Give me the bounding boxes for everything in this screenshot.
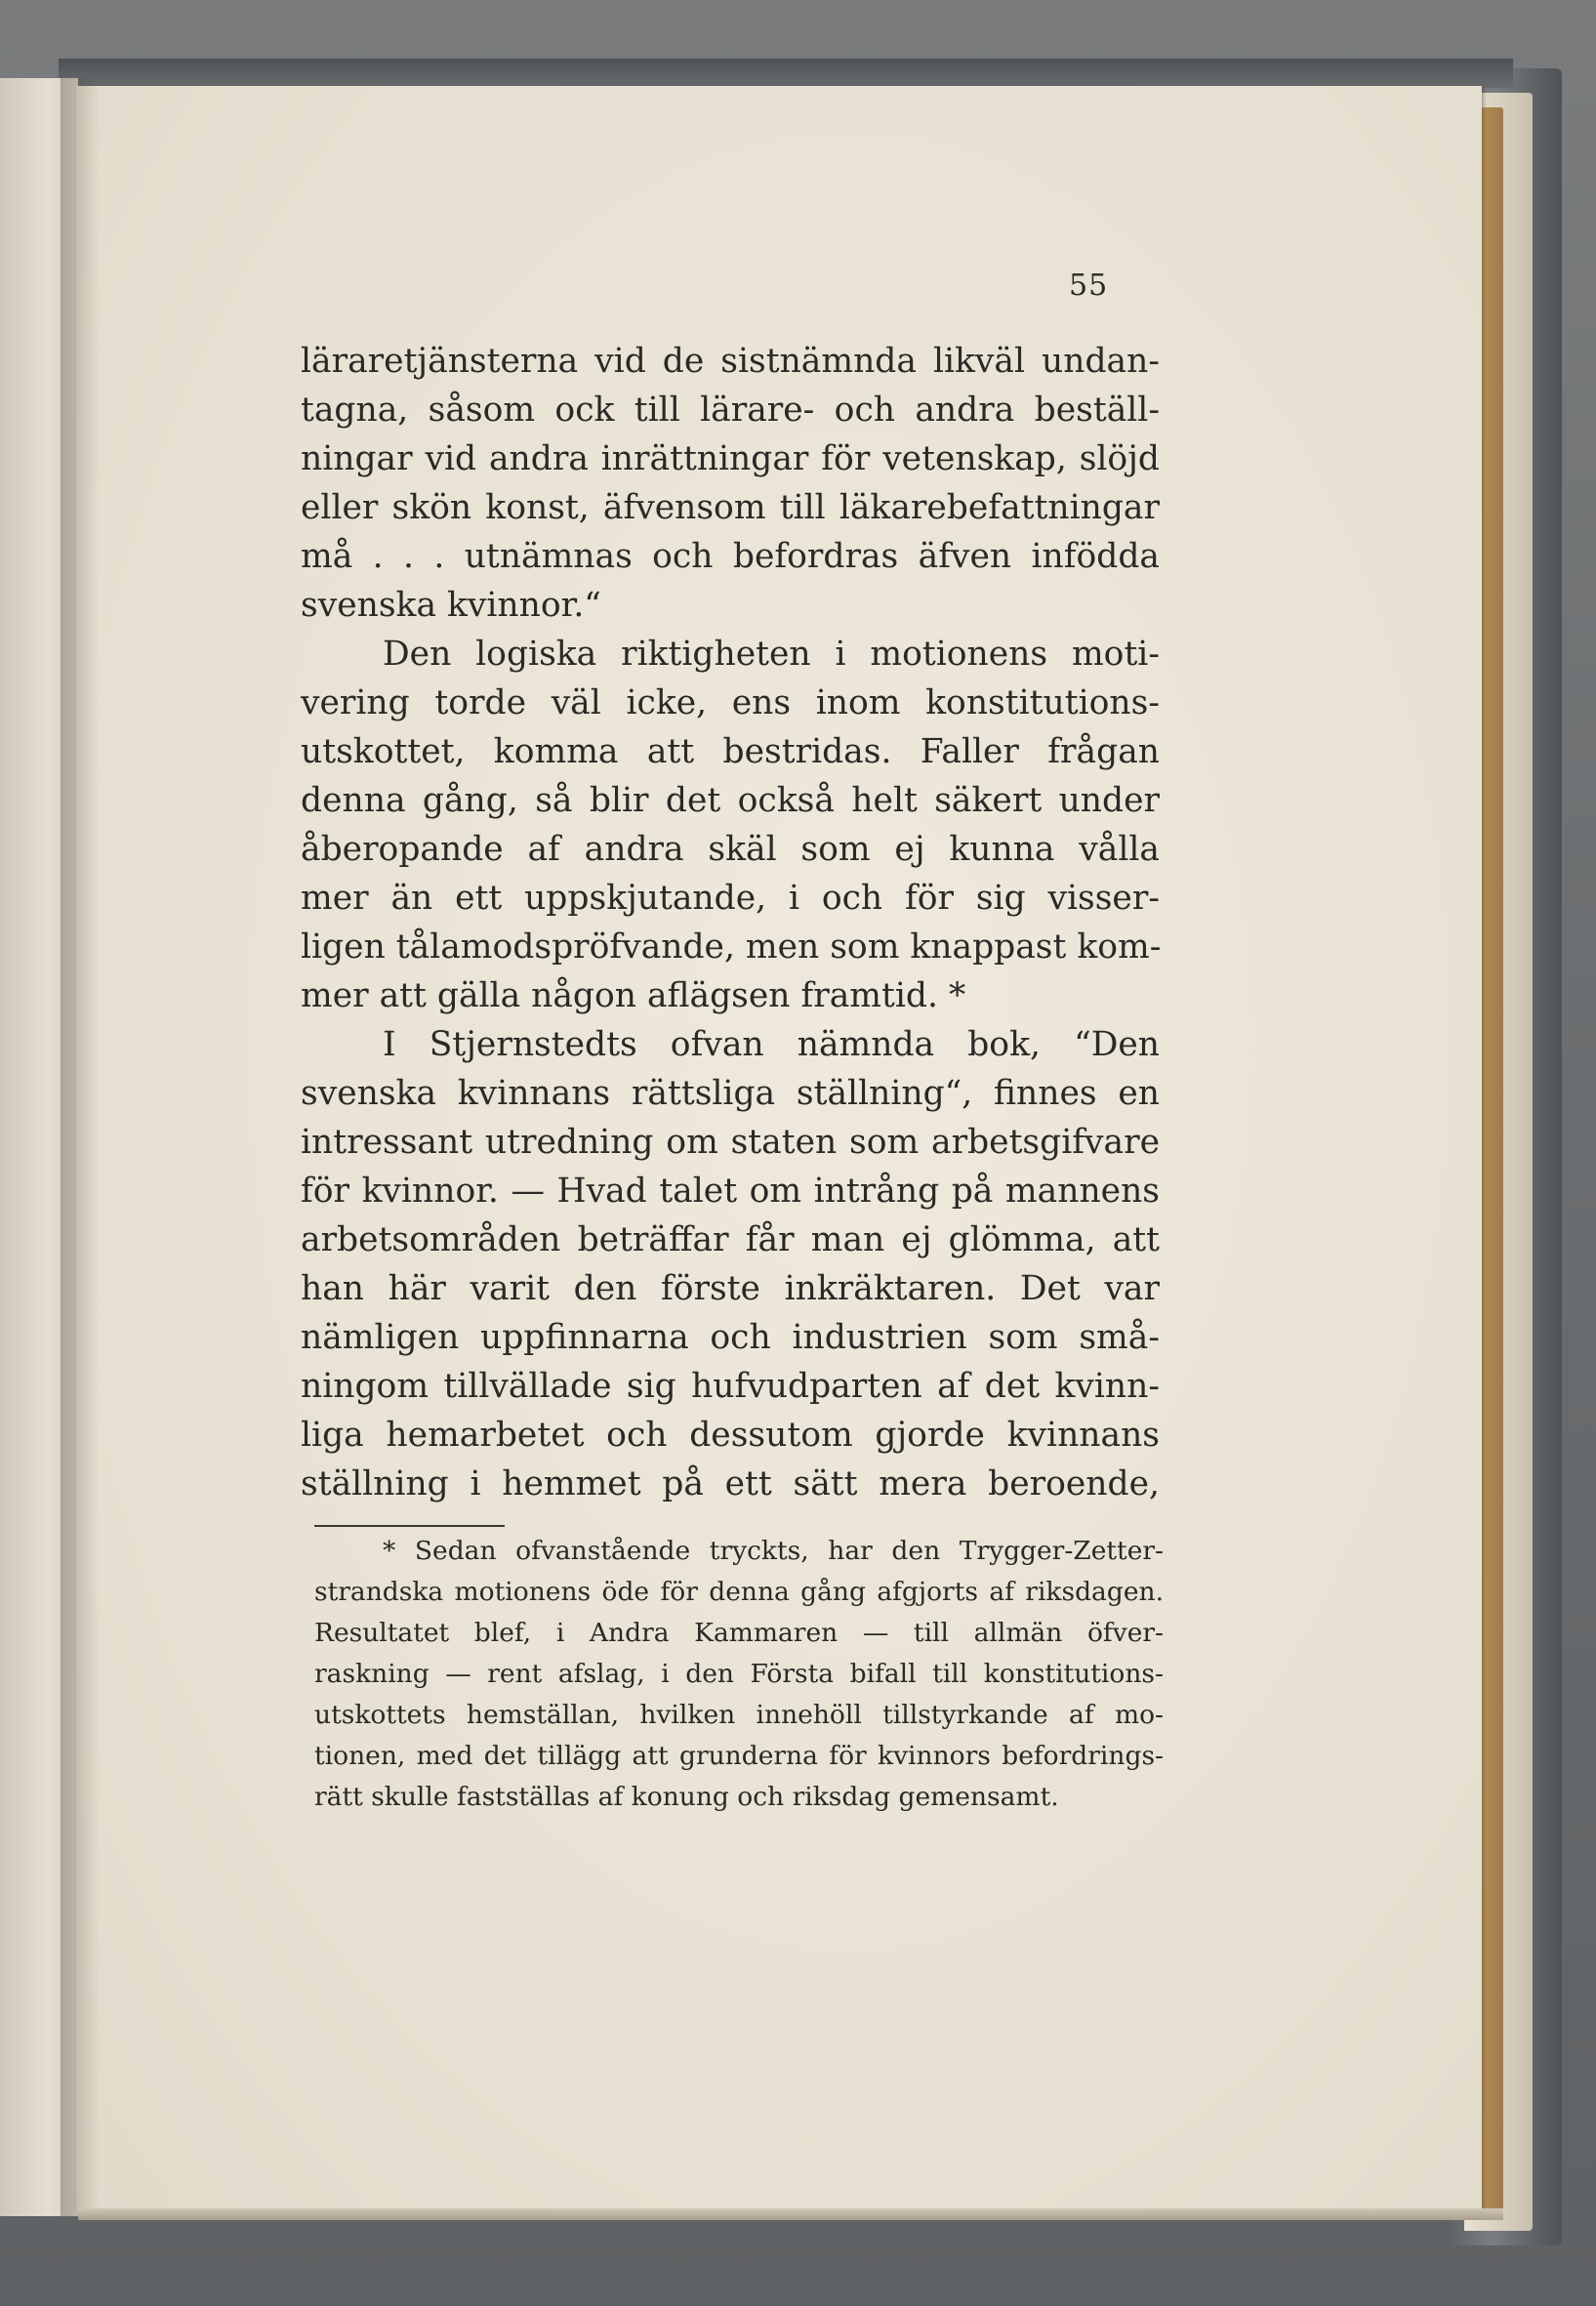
top-binding-edge [59,59,1513,88]
text-line: åberopande af andra skäl som ej kunna vålla [301,830,1160,869]
page-bottom-edge [78,2208,1503,2220]
text-line: för kvinnor. — Hvad talet om intrång på mannens [301,1172,1160,1211]
text-line: denna gång, så blir det också helt säkert under [301,781,1160,820]
text-line: arbetsområden beträffar får man ej glömma, att [301,1220,1160,1259]
footnote-line: raskning — rent afslag, i den Första bifall till konstitutions- [314,1659,1164,1689]
text-line: må . . . utnämnas och befordras äfven infödda [301,537,1160,576]
footnote-line: utskottets hemställan, hvilken innehöll tillstyrkande af mo- [314,1700,1164,1730]
text-line: ligen tålamodspröfvande, men som knappast kom- [301,927,1162,967]
body-text [301,337,1160,1508]
text-line: tagna, såsom ock till lärare- och andra beställ- [301,391,1160,430]
footnote-line: * Sedan ofvanstående tryckts, har den Trygger-Zetter- [383,1536,1164,1566]
text-line: intressant utredning om staten som arbetsgifvare [301,1123,1160,1162]
text-line: I Stjernstedts ofvan nämnda bok, “Den [383,1025,1160,1064]
text-line: mer att gälla någon aflägsen framtid. * [301,976,966,1015]
page-number: 55 [1069,268,1109,303]
text-line: liga hemarbetet och dessutom gjorde kvinnans [301,1416,1160,1455]
footnote-line: rätt skulle fastställas af konung och riksdag gemensamt. [314,1782,1059,1812]
text-line: ningar vid andra inrättningar för vetenskap, slöjd [301,439,1160,478]
text-line: utskottet, komma att bestridas. Faller frågan [301,732,1160,771]
text-line: läraretjänsterna vid de sistnämnda likväl undan- [301,342,1160,381]
text-line: ningom tillvällade sig hufvudparten af det kvinn- [301,1367,1160,1406]
text-line: eller skön konst, äfvensom till läkarebefattningar [301,488,1160,527]
footnote-line: strandska motionens öde för denna gång afgjorts af riksdagen. [314,1577,1164,1607]
text-line: vering torde väl icke, ens inom konstitutions- [301,683,1160,722]
text-line: mer än ett uppskjutande, i och för sig visser- [301,879,1160,918]
footnote-line: Resultatet blef, i Andra Kammaren — till allmän öfver- [314,1618,1164,1648]
text-line: Den logiska riktigheten i motionens moti- [383,635,1160,674]
text-line: ställning i hemmet på ett sätt mera beroende, [301,1464,1160,1503]
text-line: han här varit den förste inkräktaren. Det var [301,1269,1160,1308]
text-line: svenska kvinnans rättsliga ställning“, finnes en [301,1074,1160,1113]
footnote [314,1531,1164,1818]
text-line: nämligen uppfinnarna och industrien som små- [301,1318,1160,1357]
footnote-rule [314,1525,505,1527]
text-line: svenska kvinnor.“ [301,586,601,625]
spine-shadow [61,78,100,2216]
footnote-line: tionen, med det tillägg att grunderna för kvinnors befordrings- [314,1741,1164,1771]
